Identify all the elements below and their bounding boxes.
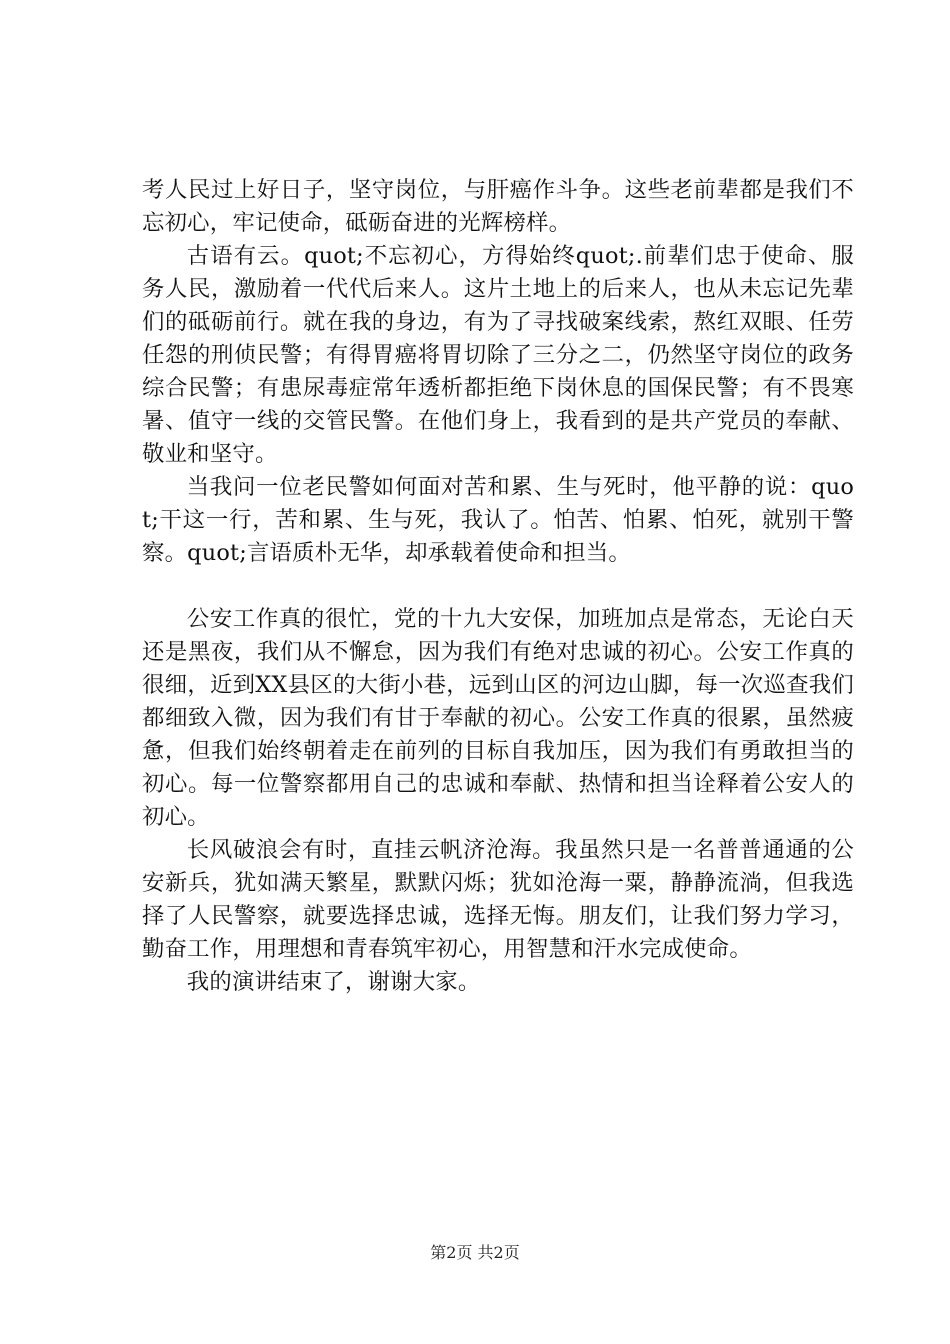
paragraph-4: 公安工作真的很忙，党的十九大安保，加班加点是常态，无论白天还是黑夜，我们从不懈怠，因为我们有绝对忠诚的初心。公安工作真的很细，近到XX县区的大街小巷，远到山区的河边山脚，每一次巡查我们都细致入微，因为我们有甘于奉献的初心。公安工作真的很累，虽然疲惫，但我们始终朝着走在前列的目标自我加压，因为我们有勇敢担当的初心。每一位警察都用自己的忠诚和奉献、热情和担当诠释着公安人的初心。 bbox=[142, 606, 854, 830]
paragraph-6: 我的演讲结束了，谢谢大家。 bbox=[186, 969, 481, 995]
paragraph-2: 古语有云。quot;不忘初心，方得始终quot;.前辈们忠于使命、服务人民，激励着一代代后来人。这片土地上的后来人，也从未忘记先辈们的砥砺前行。就在我的身边，有为了寻找破案线索，熬红双眼、任劳任怨的刑侦民警；有得胃癌将胃切除了三分之二，仍然坚守岗位的政务综合民警；有患尿毒症常年透析都拒绝下岗休息的国保民警；有不畏寒暑、值守一线的交管民警。在他们身上，我看到的是共产党员的奉献、敬业和坚守。 bbox=[142, 243, 854, 467]
document-body bbox=[142, 174, 854, 999]
paragraph-5: 长风破浪会有时，直挂云帆济沧海。我虽然只是一名普普通通的公安新兵，犹如满天繁星，默默闪烁；犹如沧海一粟，静静流淌，但我选择了人民警察，就要选择忠诚，选择无悔。朋友们，让我们努力学习，勤奋工作，用理想和青春筑牢初心，用智慧和汗水完成使命。 bbox=[142, 837, 854, 962]
paragraph-3: 当我问一位老民警如何面对苦和累、生与死时，他平静的说：quot;干这一行，苦和累、生与死，我认了。怕苦、怕累、怕死，就别干警察。quot;言语质朴无华，却承载着使命和担当。 bbox=[142, 474, 854, 566]
page-footer: 第2页 共2页 bbox=[430, 1243, 520, 1262]
paragraph-1: 考人民过上好日子，坚守岗位，与肝癌作斗争。这些老前辈都是我们不忘初心，牢记使命，砥砺奋进的光辉榜样。 bbox=[142, 177, 854, 236]
